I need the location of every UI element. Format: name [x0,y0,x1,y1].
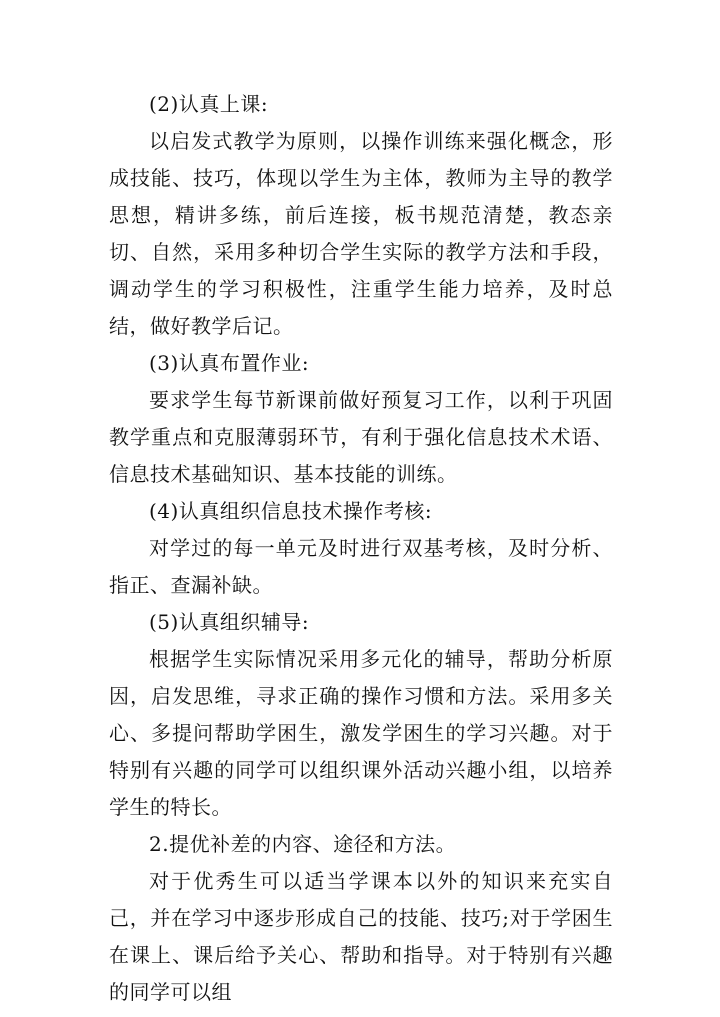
heading-attend-class: (2)认真上课: [149,92,269,116]
heading-tutoring: (5)认真组织辅导: [149,610,310,634]
document-body [109,86,613,1011]
heading-enrichment-remediation: 2.提优补差的内容、途径和方法。 [149,832,457,856]
heading-assign-homework: (3)认真布置作业: [149,351,310,375]
heading-operation-assessment: (4)认真组织信息技术操作考核: [149,499,433,523]
paragraph-enrichment-remediation: 对于优秀生可以适当学课本以外的知识来充实自己，并在学习中逐步形成自己的技能、技巧;对于学困生在课上、课后给予关心、帮助和指导。对于特别有兴趣的同学可以组 [109,869,613,1004]
paragraph-assessment: 对学过的每一单元及时进行双基考核，及时分析、指正、查漏补缺。 [109,536,613,597]
paragraph-homework-requirements: 要求学生每节新课前做好预复习工作，以利于巩固教学重点和克服薄弱环节，有利于强化信息技术术语、信息技术基础知识、基本技能的训练。 [109,388,613,486]
paragraph-tutoring: 根据学生实际情况采用多元化的辅导，帮助分析原因，启发思维，寻求正确的操作习惯和方法。采用多关心、多提问帮助学困生，激发学困生的学习兴趣。对于特别有兴趣的同学可以组织课外活动兴趣小组，以培养学生的特长。 [109,647,613,819]
paragraph-teaching-principles: 以启发式教学为原则，以操作训练来强化概念，形成技能、技巧，体现以学生为主体，教师为主导的教学思想，精讲多练，前后连接，板书规范清楚，教态亲切、自然，采用多种切合学生实际的教学方法和手段，调动学生的学习积极性，注重学生能力培养，及时总结，做好教学后记。 [109,129,613,338]
